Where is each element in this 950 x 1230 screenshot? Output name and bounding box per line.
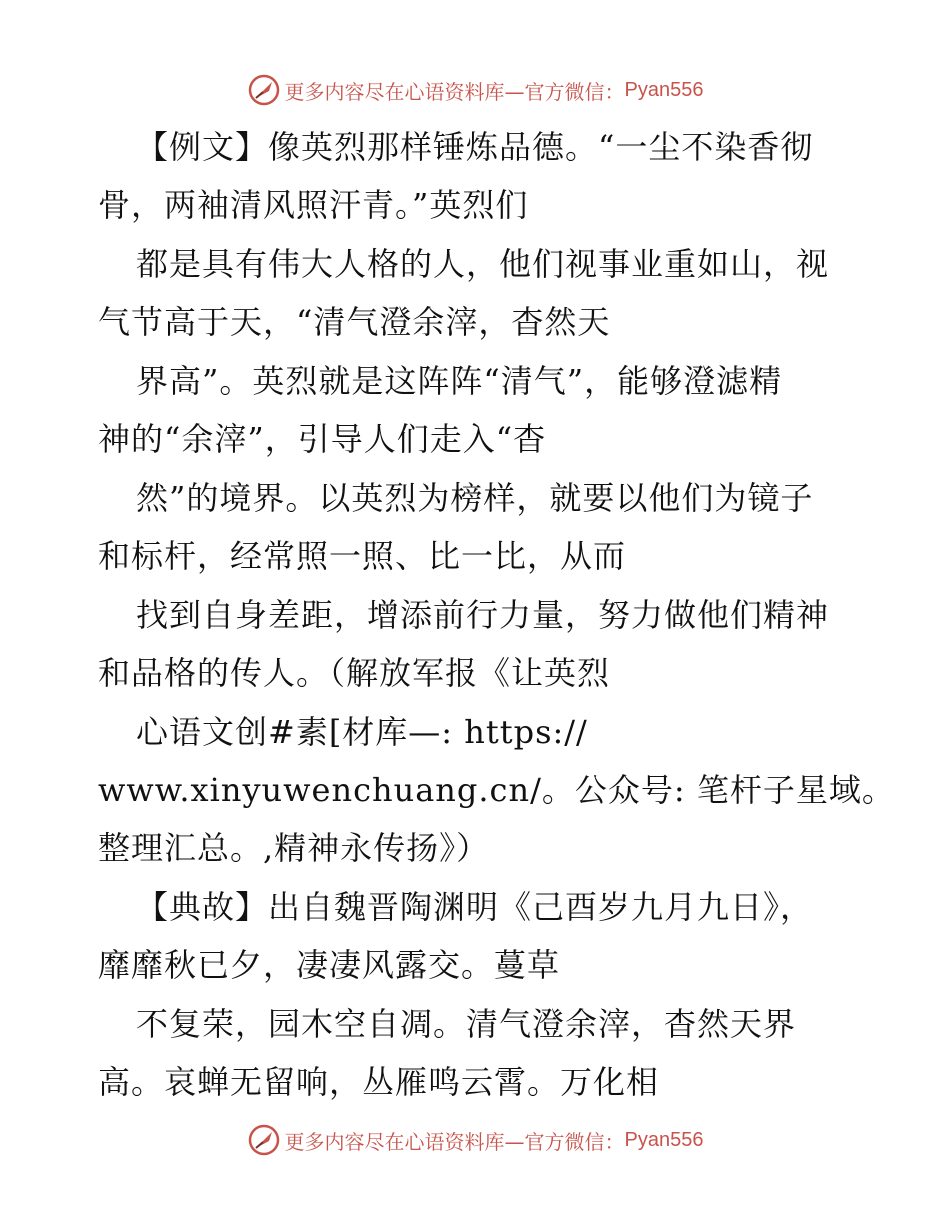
text-line: 高。哀蝉无留响，丛雁鸣云霄。万化相 [98, 1063, 660, 1101]
text-line-url: www.xinyuwenchuang.cn/。公众号: 笔杆子星域。 [98, 771, 895, 809]
text-line: 气节高于天，“清气澄余滓，杳然天 [98, 303, 611, 341]
text-line: 都是具有伟大人格的人，他们视事业重如山，视 [136, 245, 830, 283]
text-line: 【例文】像英烈那样锤炼品德。“一尘不染香彻 [136, 128, 814, 166]
banner-wechat-id: Pyan556 [624, 1128, 704, 1151]
text-line: 【典故】出自魏晋陶渊明《己酉岁九月九日》， [136, 888, 814, 926]
text-line: 靡靡秋已夕，凄凄风露交。蔓草 [98, 946, 561, 984]
banner-text: 更多内容尽在心语资料库—官方微信： [284, 79, 625, 104]
banner-wechat-id: Pyan556 [624, 78, 704, 101]
text-line: 神的“余滓”，引导人们走入“杳 [98, 420, 547, 458]
quill-logo-icon [247, 73, 281, 107]
text-line: 然”的境界。以英烈为榜样，就要以他们为镜子 [136, 479, 814, 517]
quill-logo-icon [247, 1123, 281, 1157]
text-line: 不复荣，园木空自凋。清气澄余滓，杳然天界 [136, 1005, 797, 1043]
text-line: 心语文创#素[材库—: https:// [136, 713, 588, 751]
text-line: 找到自身差距，增添前行力量，努力做他们精神 [136, 596, 830, 634]
footer-banner [0, 1120, 950, 1160]
header-banner [0, 70, 950, 110]
banner-text: 更多内容尽在心语资料库—官方微信： [284, 1129, 625, 1154]
text-line: 和标杆，经常照一照、比一比，从而 [98, 537, 627, 575]
text-line: 和品格的传人。（解放军报《让英烈 [98, 654, 611, 692]
text-line: 整理汇总。,精神永传扬》） [98, 829, 490, 867]
text-line: 界高”。英烈就是这阵阵“清气”，能够澄滤精 [136, 362, 783, 400]
text-line: 骨，两袖清风照汗青。”英烈们 [98, 186, 529, 224]
